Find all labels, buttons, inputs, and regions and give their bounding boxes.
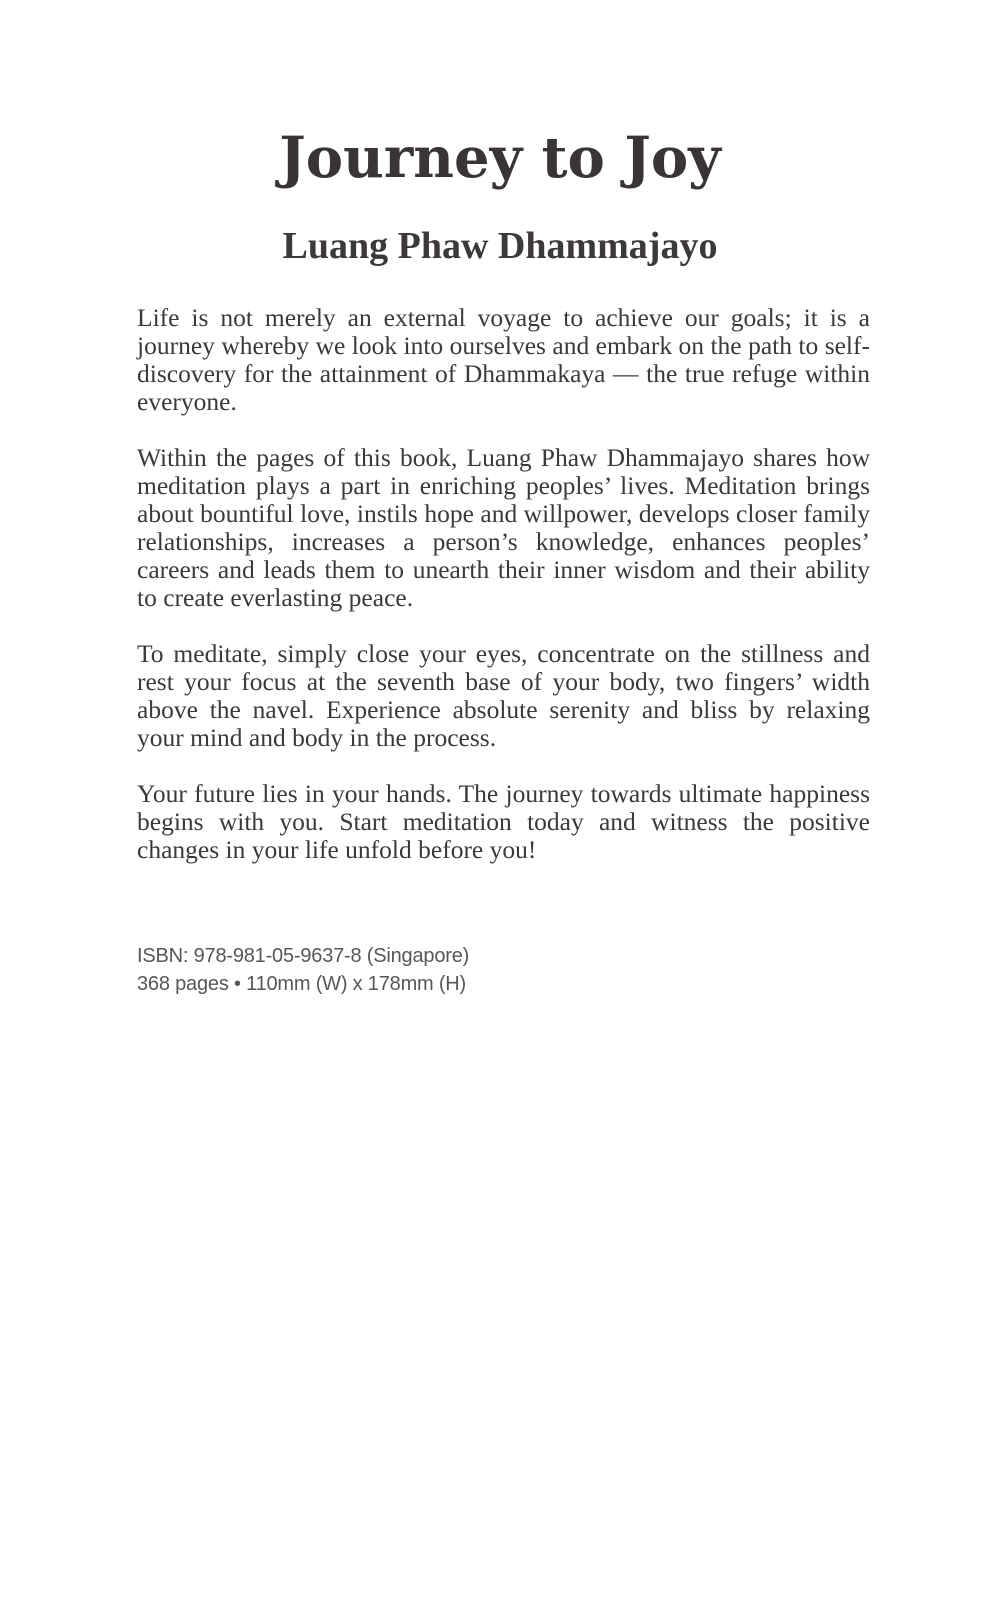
publication-info bbox=[137, 942, 737, 998]
description-paragraph-3: To meditate, simply close your eyes, concentrate on the stillness and rest your focus at the seventh base of your body, two fingers’ width above the navel. Experience absolute serenity and bliss by relaxing your mind and body in the process. bbox=[137, 639, 870, 752]
format-details-line: 368 pages • 110mm (W) x 178mm (H) bbox=[137, 973, 467, 995]
description-paragraph-4: Your future lies in your hands. The journey towards ultimate happiness begins with you. Start meditation today and witness the positive changes in your life unfold before you! bbox=[137, 779, 870, 864]
book-title: Journey to Joy bbox=[279, 125, 721, 191]
isbn-line: ISBN: 978-981-05-9637-8 (Singapore) bbox=[137, 945, 470, 967]
description-paragraph-2: Within the pages of this book, Luang Phaw Dhammajayo shares how meditation plays a part in enriching peoples’ lives. Meditation brings about bountiful love, instils hope and willpower, develops closer family relationships, increases a person’s knowledge, enhances peoples’ careers and leads them to unearth their inner wisdom and their ability to create everlasting peace. bbox=[137, 443, 870, 612]
book-author: Luang Phaw Dhammajayo bbox=[282, 225, 718, 267]
book-description bbox=[137, 304, 870, 892]
description-paragraph-1: Life is not merely an external voyage to achieve our goals; it is a journey whereby we look into ourselves and embark on the path to self-discovery for the attainment of Dhammakaya — the true refuge within everyone. bbox=[137, 303, 870, 416]
